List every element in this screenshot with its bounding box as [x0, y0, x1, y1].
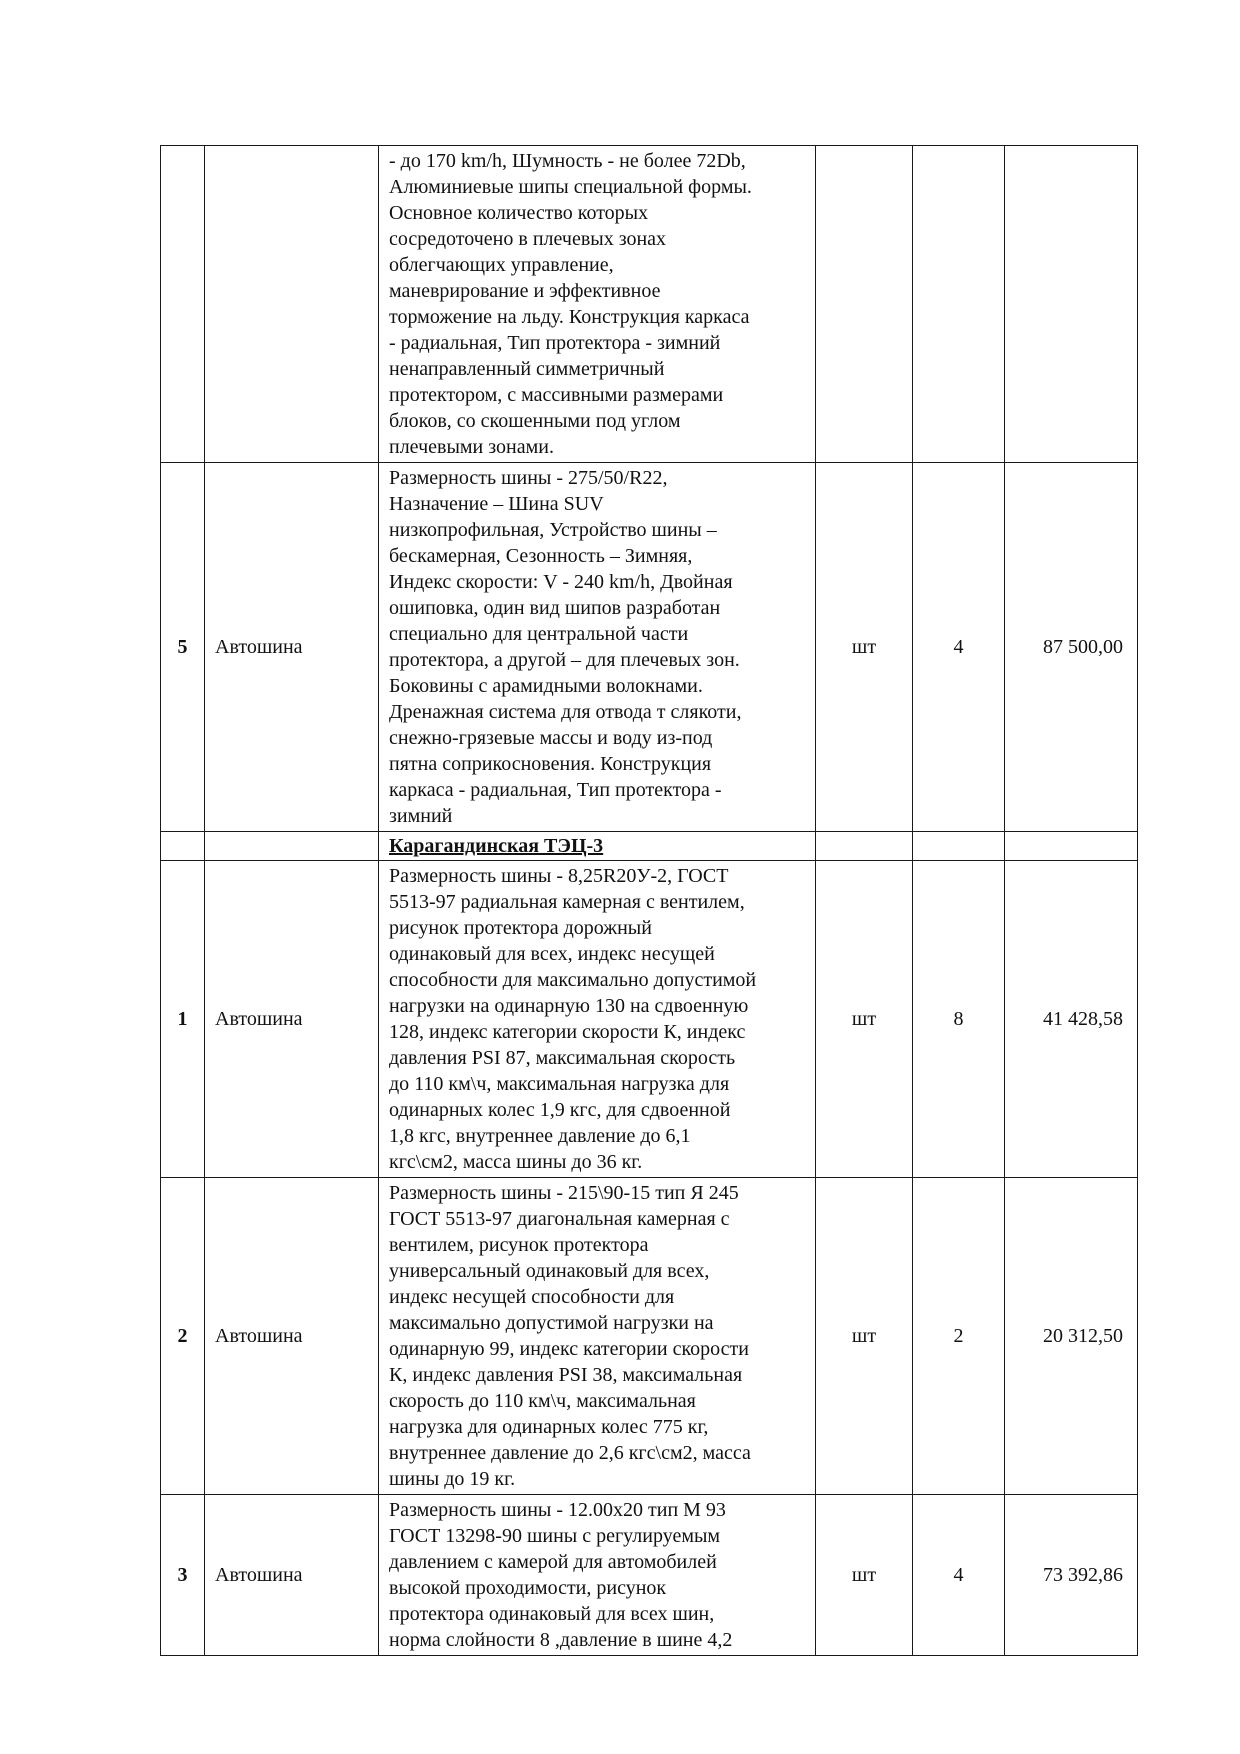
description-line: 5513-97 радиальная камерная с вентилем,: [389, 891, 745, 913]
item-description: [379, 1495, 816, 1656]
description-line: ГОСТ 13298-90 шины с регулируемым: [389, 1525, 721, 1547]
item-unit: шт: [816, 1495, 913, 1656]
row-number: 1: [161, 861, 205, 1178]
section-spacer: [161, 832, 205, 861]
description-line: - до 170 km/h, Шумность - не более 72Db,: [389, 150, 746, 172]
item-unit: шт: [816, 463, 913, 832]
item-name: Автошина: [205, 463, 379, 832]
item-price: 41 428,58: [1005, 861, 1138, 1178]
description-line: плечевыми зонами.: [389, 436, 554, 458]
row-number: [161, 146, 205, 463]
description-line: Дренажная система для отвода т слякоти,: [389, 701, 742, 723]
description-line: одинаковый для всех, индекс несущей: [389, 943, 715, 965]
description-line: до 110 км\ч, максимальная нагрузка для: [389, 1073, 730, 1095]
table-row: [161, 1178, 1138, 1495]
description-line: способности для максимально допустимой: [389, 969, 757, 991]
description-line: рисунок протектора дорожный: [389, 917, 652, 939]
tire-spec-table: [160, 145, 1138, 1656]
description-line: нагрузки на одинарную 130 на сдвоенную: [389, 995, 749, 1017]
description-line: кгс\см2, масса шины до 36 кг.: [389, 1151, 643, 1173]
description-line: протектора, а другой – для плечевых зон.: [389, 649, 740, 671]
item-description: [379, 463, 816, 832]
description-line: низкопрофильная, Устройство шины –: [389, 519, 717, 541]
description-line: максимально допустимой нагрузки на: [389, 1312, 714, 1334]
item-price: [1005, 146, 1138, 463]
description-line: специально для центральной части: [389, 623, 689, 645]
item-description: [379, 146, 816, 463]
item-quantity: 4: [913, 463, 1005, 832]
description-line: зимний: [389, 805, 453, 827]
description-line: маневрирование и эффективное: [389, 280, 661, 302]
table-body: [161, 146, 1138, 1656]
description-line: Размерность шины - 12.00х20 тип М 93: [389, 1499, 726, 1521]
description-line: сосредоточено в плечевых зонах: [389, 228, 667, 250]
description-line: норма слойности 8 ,давление в шине 4,2: [389, 1629, 733, 1651]
item-unit: шт: [816, 861, 913, 1178]
section-spacer: [913, 832, 1005, 861]
item-price: 73 392,86: [1005, 1495, 1138, 1656]
description-line: протектора одинаковый для всех шин,: [389, 1603, 715, 1625]
item-unit: шт: [816, 1178, 913, 1495]
description-line: универсальный одинаковый для всех,: [389, 1260, 710, 1282]
description-line: каркаса - радиальная, Тип протектора -: [389, 779, 722, 801]
description-line: 128, индекс категории скорости К, индекс: [389, 1021, 746, 1043]
description-line: протектором, с массивными размерами: [389, 384, 724, 406]
item-name: Автошина: [205, 861, 379, 1178]
item-quantity: [913, 146, 1005, 463]
description-line: снежно-грязевые массы и воду из-под: [389, 727, 713, 749]
row-number: 2: [161, 1178, 205, 1495]
item-price: 87 500,00: [1005, 463, 1138, 832]
description-line: ошиповка, один вид шипов разработан: [389, 597, 721, 619]
table-row: [161, 1495, 1138, 1656]
description-line: Алюминиевые шипы специальной формы.: [389, 176, 752, 198]
description-line: Размерность шины - 275/50/R22,: [389, 467, 668, 489]
section-spacer: [816, 832, 913, 861]
item-quantity: 2: [913, 1178, 1005, 1495]
description-line: - радиальная, Тип протектора - зимний: [389, 332, 721, 354]
item-unit: [816, 146, 913, 463]
item-price: 20 312,50: [1005, 1178, 1138, 1495]
row-number: 5: [161, 463, 205, 832]
item-quantity: 4: [913, 1495, 1005, 1656]
item-name: [205, 146, 379, 463]
description-line: высокой проходимости, рисунок: [389, 1577, 667, 1599]
description-line: скорость до 110 км\ч, максимальная: [389, 1390, 696, 1412]
section-spacer: [205, 832, 379, 861]
description-line: Назначение – Шина SUV: [389, 493, 604, 515]
description-line: вентилем, рисунок протектора: [389, 1234, 649, 1256]
description-line: пятна соприкосновения. Конструкция: [389, 753, 712, 775]
section-title: Карагандинская ТЭЦ-3: [379, 832, 816, 861]
description-line: 1,8 кгс, внутреннее давление до 6,1: [389, 1125, 691, 1147]
section-row: [161, 832, 1138, 861]
description-line: Индекс скорости: V - 240 km/h, Двойная: [389, 571, 733, 593]
description-line: давлением с камерой для автомобилей: [389, 1551, 717, 1573]
table-row: [161, 146, 1138, 463]
description-line: ГОСТ 5513-97 диагональная камерная с: [389, 1208, 730, 1230]
description-line: бескамерная, Сезонность – Зимняя,: [389, 545, 693, 567]
description-line: одинарную 99, индекс категории скорости: [389, 1338, 749, 1360]
item-description: [379, 861, 816, 1178]
description-line: Размерность шины - 215\90-15 тип Я 245: [389, 1182, 739, 1204]
description-line: Боковины с арамидными волокнами.: [389, 675, 703, 697]
description-line: Размерность шины - 8,25R20У-2, ГОСТ: [389, 865, 729, 887]
description-line: Основное количество которых: [389, 202, 649, 224]
item-name: Автошина: [205, 1495, 379, 1656]
table-row: [161, 463, 1138, 832]
item-name: Автошина: [205, 1178, 379, 1495]
description-line: блоков, со скошенными под углом: [389, 410, 681, 432]
description-line: ненаправленный симметричный: [389, 358, 665, 380]
description-line: внутреннее давление до 2,6 кгс\см2, масса: [389, 1442, 751, 1464]
description-line: индекс несущей способности для: [389, 1286, 675, 1308]
description-line: торможение на льду. Конструкция каркаса: [389, 306, 750, 328]
row-number: 3: [161, 1495, 205, 1656]
item-description: [379, 1178, 816, 1495]
description-line: К, индекс давления PSI 38, максимальная: [389, 1364, 743, 1386]
description-line: шины до 19 кг.: [389, 1468, 516, 1490]
description-line: одинарных колес 1,9 кгс, для сдвоенной: [389, 1099, 731, 1121]
section-spacer: [1005, 832, 1138, 861]
item-quantity: 8: [913, 861, 1005, 1178]
description-line: нагрузка для одинарных колес 775 кг,: [389, 1416, 709, 1438]
description-line: давления PSI 87, максимальная скорость: [389, 1047, 736, 1069]
table-row: [161, 861, 1138, 1178]
description-line: облегчающих управление,: [389, 254, 614, 276]
